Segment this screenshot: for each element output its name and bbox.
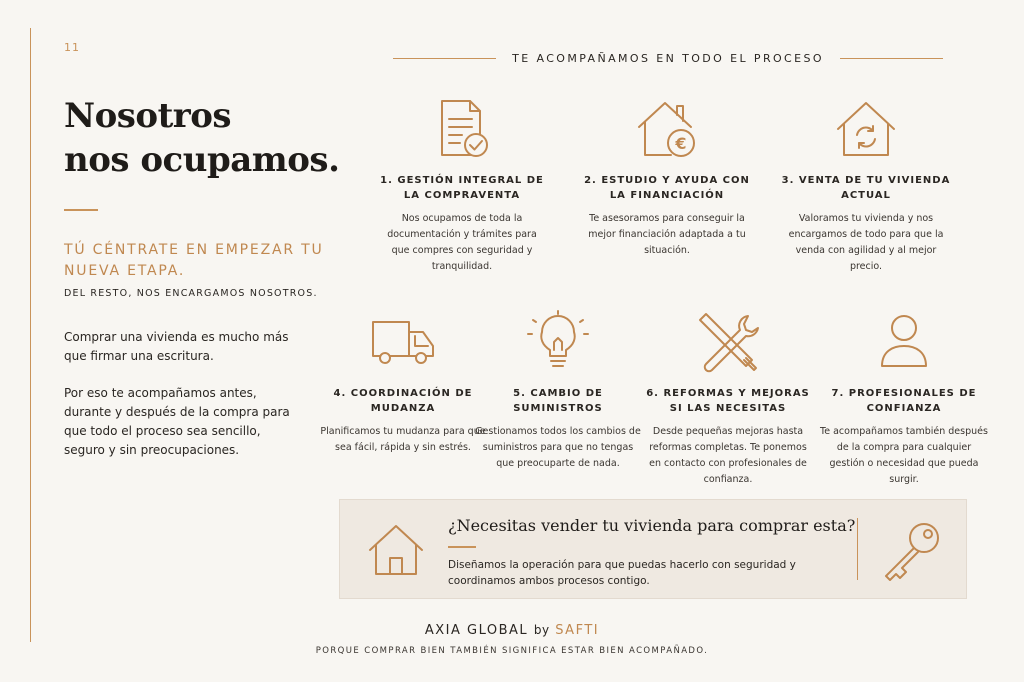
intro-paragraph-1: Comprar una vivienda es mucho más que firmar una escritura. bbox=[64, 330, 289, 363]
brand-name: AXIA GLOBAL bbox=[424, 623, 529, 638]
page-title-line1: Nosotros bbox=[64, 96, 232, 136]
service-1-desc: Nos ocupamos de toda la documentación y trámites para que compres con seguridad y tranquilidad. bbox=[387, 213, 537, 272]
brand-line bbox=[0, 623, 1024, 638]
callout-separator bbox=[857, 518, 858, 580]
page-title bbox=[64, 94, 339, 182]
truck-icon bbox=[371, 310, 435, 374]
service-4-title: 4. COORDINACIÓN DE MUDANZA bbox=[333, 388, 473, 414]
callout-desc: Diseñamos la operación para que puedas hacerlo con seguridad y coordinamos ambos procesos contigo. bbox=[448, 559, 796, 587]
service-2 bbox=[582, 97, 752, 259]
service-2-desc: Te asesoramos para conseguir la mejor financiación adaptada a tu situación. bbox=[588, 213, 746, 256]
service-6 bbox=[643, 310, 813, 488]
brand-by: by bbox=[533, 623, 550, 637]
person-icon bbox=[872, 310, 936, 374]
section-heading-rule-left bbox=[393, 58, 496, 59]
service-2-title: 2. ESTUDIO Y AYUDA CON LA FINANCIACIÓN bbox=[584, 175, 750, 201]
service-3-desc: Valoramos tu vivienda y nos encargamos de todo para que la venda con agilidad y al mejor precio. bbox=[788, 213, 944, 272]
service-1 bbox=[377, 97, 547, 275]
margin-rule bbox=[30, 28, 31, 642]
service-7-title: 7. PROFESIONALES DE CONFIANZA bbox=[831, 388, 977, 414]
section-heading-rule-right bbox=[840, 58, 943, 59]
lightbulb-icon bbox=[526, 310, 590, 374]
service-1-title: 1. GESTIÓN INTEGRAL DE LA COMPRAVENTA bbox=[380, 175, 544, 201]
sell-callout bbox=[339, 499, 967, 599]
service-5-desc: Gestionamos todos los cambios de suministros para que no tengas que preocuparte de nada. bbox=[475, 426, 641, 469]
callout-title: ¿Necesitas vender tu vivienda para comprar esta? bbox=[448, 516, 856, 535]
service-5 bbox=[473, 310, 643, 472]
service-6-desc: Desde pequeñas mejoras hasta reformas completas. Te ponemos en contacto con profesionales de confianza. bbox=[649, 426, 807, 485]
service-3 bbox=[781, 97, 951, 275]
title-divider bbox=[64, 209, 98, 211]
section-heading bbox=[393, 50, 943, 66]
tools-icon bbox=[696, 310, 760, 374]
callout-divider bbox=[448, 546, 476, 548]
service-7-desc: Te acompañamos también después de la compra para cualquier gestión o necesidad que pueda surgir. bbox=[820, 426, 988, 485]
service-6-title: 6. REFORMAS Y MEJORAS SI LAS NECESITAS bbox=[646, 388, 810, 414]
house-icon bbox=[368, 522, 424, 578]
service-4-desc: Planificamos tu mudanza para que sea fácil, rápida y sin estrés. bbox=[320, 426, 486, 453]
page-title-line2: nos ocupamos. bbox=[64, 140, 340, 180]
service-3-title: 3. VENTA DE TU VIVIENDA ACTUAL bbox=[781, 175, 951, 201]
tagline: TÚ CÉNTRATE EN EMPEZAR TU NUEVA ETAPA. bbox=[64, 242, 324, 279]
intro-paragraph-2: Por eso te acompañamos antes, durante y después de la compra para que todo el proceso sea sencillo, seguro y sin preocupaciones. bbox=[64, 386, 290, 457]
house-cycle-icon bbox=[834, 97, 898, 161]
subtagline: DEL RESTO, NOS ENCARGAMOS NOSOTROS. bbox=[64, 288, 318, 299]
service-4 bbox=[318, 310, 488, 456]
svg-text:€: € bbox=[675, 134, 687, 153]
house-euro-icon bbox=[635, 97, 699, 161]
section-heading-text: TE ACOMPAÑAMOS EN TODO EL PROCESO bbox=[512, 51, 824, 65]
footer-motto: PORQUE COMPRAR BIEN TAMBIÉN SIGNIFICA ESTAR BIEN ACOMPAÑADO. bbox=[315, 646, 709, 656]
key-icon bbox=[880, 520, 942, 582]
brand-partner: SAFTI bbox=[555, 623, 600, 638]
document-check-icon bbox=[430, 97, 494, 161]
page-number: 11 bbox=[64, 41, 80, 54]
service-7 bbox=[819, 310, 989, 488]
service-5-title: 5. CAMBIO DE SUMINISTROS bbox=[513, 388, 603, 414]
